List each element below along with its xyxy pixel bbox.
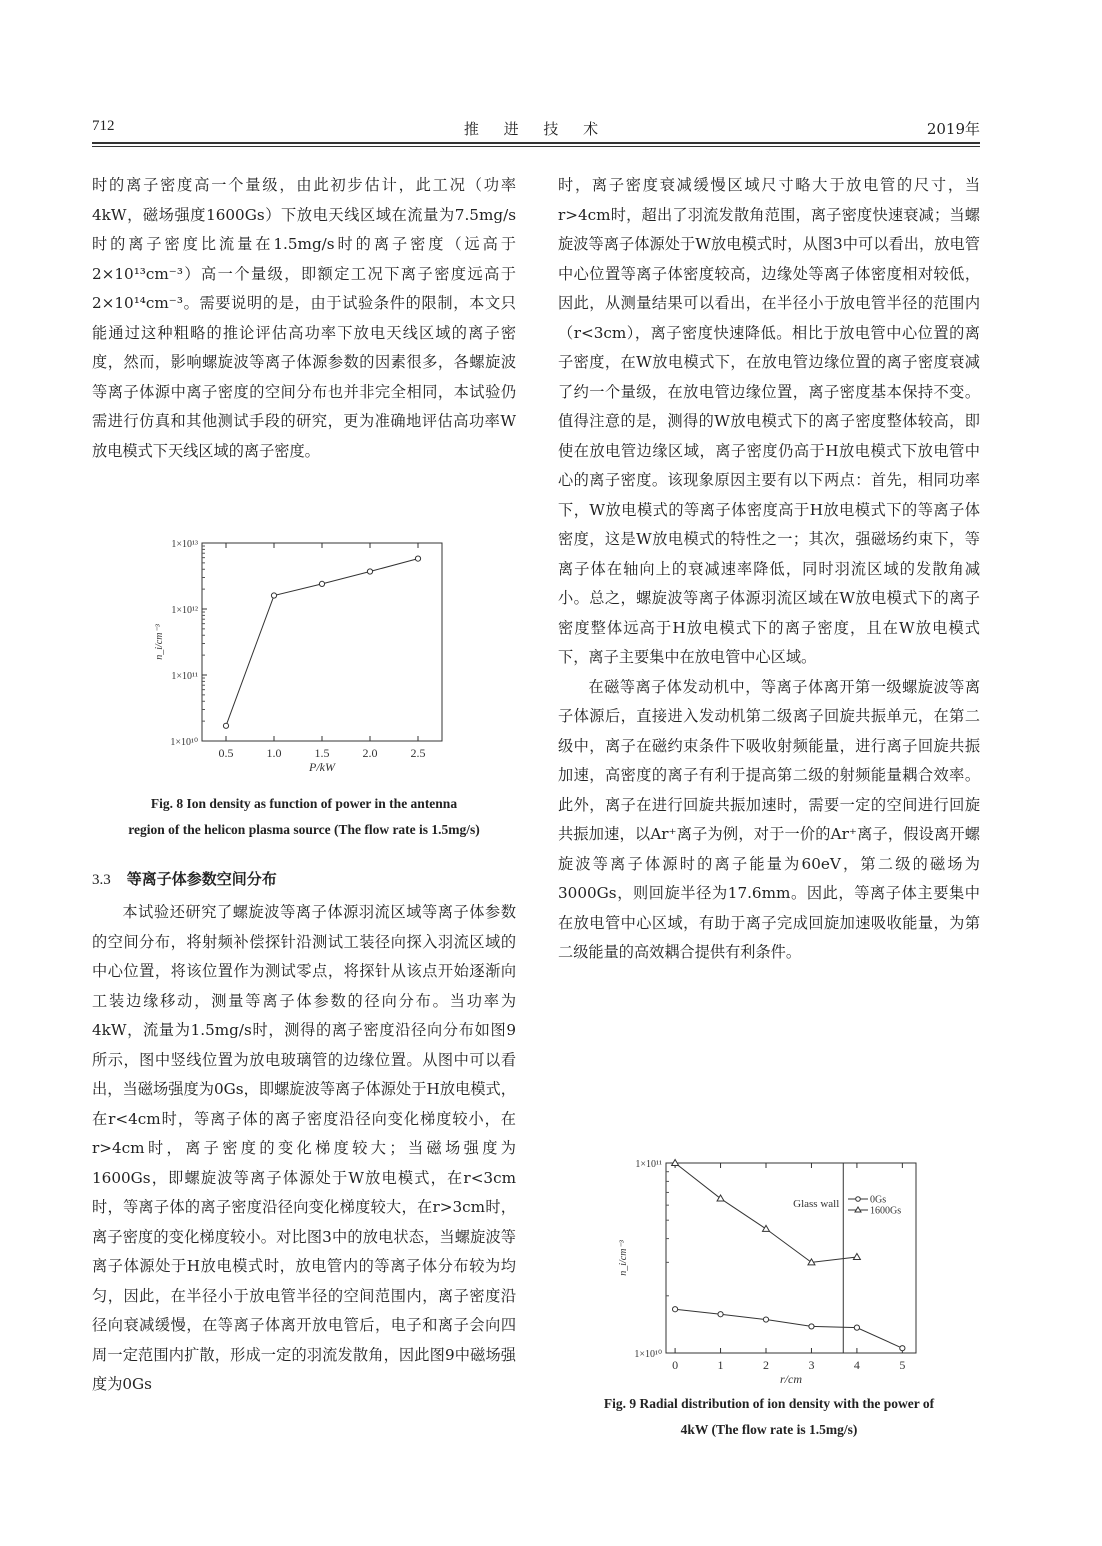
right-column — [558, 171, 980, 968]
page-number: 712 — [92, 118, 115, 134]
fig8-caption — [92, 791, 516, 843]
left-column-bottom — [92, 898, 516, 1400]
x-tick-label: 0 — [672, 1358, 679, 1372]
data-point — [854, 1325, 859, 1330]
fig8-caption-line1: Fig. 8 Ion density as function of power in the antenna — [150, 796, 458, 811]
x-tick-label: 0.5 — [218, 746, 234, 760]
paragraph: 在磁等离子体发动机中，等离子体离开第一级螺旋波等离子体源后，直接进入发动机第二级离子回旋共振单元，在第二级中，离子在磁约束条件下吸收射频能量，进行离子回旋共振加速，高密度的离子有利于提高第二级的射频能量耦合效率。此外，离子在进行回旋共振加速时，需要一定的空间进行回旋共振加速，以Ar⁺离子为例，对于一价的Ar⁺离子，假设离开螺旋波等离子体源时的离子能量为60eV，第二级的磁场为3000Gs，则回旋半径为17.6mm。因此，等离子体主要集中在放电管中心区域，有助于离子完成回旋加速吸收能量，为第二级能量的高效耦合提供有利条件。 — [558, 677, 980, 961]
legend-label: 1600Gs — [870, 1205, 902, 1217]
x-tick-label: 2.5 — [410, 746, 426, 760]
x-tick-label: 1 — [717, 1358, 724, 1372]
x-tick-label: 5 — [899, 1358, 906, 1372]
y-tick-label: 1×10¹² — [171, 605, 198, 616]
y-tick-label: 1×10¹⁰ — [170, 737, 198, 748]
data-point — [271, 593, 276, 598]
section-title: 等离子体参数空间分布 — [126, 870, 277, 888]
x-tick-label: 2 — [763, 1358, 769, 1372]
plot-frame — [666, 1163, 916, 1353]
paragraph: 时的离子密度高一个量级，由此初步估计，此工况（功率4kW，磁场强度1600Gs）下放电天线区域在流量为7.5mg/s时的离子密度比流量在1.5mg/s时的离子密度（远高于2×10¹³cm⁻³）高一个量级，即额定工况下离子密度远高于2×10¹⁴cm⁻³。需要说明的是，由于试验条件的限制，本文只能通过这种粗略的推论评估高功率下放电天线区域的离子密度，然而，影响螺旋波等离子体源参数的因素很多，各螺旋波等离子体源中离子密度的空间分布也并非完全相同，本试验仍需进行仿真和其他测试手段的研究，更为准确地评估高功率W放电模式下天线区域的离子密度。 — [92, 176, 516, 460]
data-point — [763, 1225, 770, 1231]
y-tick-label: 1×10¹¹ — [171, 671, 198, 682]
x-tick-label: 1.5 — [314, 746, 330, 760]
series-line — [675, 1309, 902, 1348]
fig9-caption-line2: 4kW (The flow rate is 1.5mg/s) — [680, 1422, 858, 1437]
data-point — [853, 1254, 860, 1260]
fig9-caption-line1: Fig. 9 Radial distribution of ion density with the power of — [603, 1396, 935, 1411]
x-axis-label: P/kW — [309, 760, 335, 774]
data-point — [223, 723, 228, 728]
paragraph: 时，离子密度衰减缓慢区域尺寸略大于放电管的尺寸，当r>4cm时，超出了羽流发散角范围，离子密度快速衰减；当螺旋波等离子体源处于W放电模式时，从图3中可以看出，放电管中心位置等离子体密度较高，边缘处等离子体密度相对较低，因此，从测量结果可以看出，在半径小于放电管半径的范围内（r<3cm），离子密度快速降低。相比于放电管中心位置的离子密度，在W放电模式下，在放电管边缘位置的离子密度衰减了约一个量级，在放电管边缘位置，离子密度基本保持不变。值得注意的是，测得的W放电模式下的离子密度整体较高，即使在放电管边缘区域，离子密度仍高于H放电模式下放电管中心的离子密度。该现象原因主要有以下两点：首先，相同功率下，W放电模式的等离子体密度高于H放电模式下的等离子体密度，这是W放电模式的特性之一；其次，强磁场约束下，等离子体在轴向上的衰减速率降低，同时羽流区域的发散角减小。总之，螺旋波等离子体源羽流区域在W放电模式下的离子密度整体远高于H放电模式下的离子密度，且在W放电模式下，离子主要集中在放电管中心区域。 — [558, 176, 980, 666]
publication-year: 2019年 — [926, 120, 980, 138]
left-column-top — [92, 171, 516, 466]
data-point — [672, 1307, 677, 1312]
x-tick-label: 3 — [808, 1358, 815, 1372]
glass-wall-label: Glass wall — [793, 1198, 840, 1210]
y-axis-label: n_i/cm⁻³ — [154, 624, 165, 660]
data-point — [717, 1195, 724, 1201]
journal-name: 推 进 技 术 — [463, 120, 609, 138]
x-tick-label: 4 — [853, 1358, 860, 1372]
section-number: 3.3 — [92, 872, 111, 888]
x-axis-label: r/cm — [780, 1372, 802, 1386]
series-line — [675, 1163, 857, 1262]
section-heading — [92, 868, 277, 889]
data-point — [900, 1346, 905, 1351]
data-point — [763, 1317, 768, 1322]
legend-marker — [856, 1197, 861, 1202]
data-point — [809, 1324, 814, 1329]
page-header — [92, 118, 980, 142]
fig8-caption-line2: region of the helicon plasma source (The flow rate is 1.5mg/s) — [128, 822, 480, 837]
header-rule — [92, 142, 980, 144]
y-axis-label: n_i/cm⁻³ — [618, 1240, 629, 1276]
data-point — [718, 1312, 723, 1317]
y-tick-label: 1×10¹³ — [171, 539, 198, 550]
header-rule-thin — [92, 146, 980, 147]
paragraph: 本试验还研究了螺旋波等离子体源羽流区域等离子体参数的空间分布，将射频补偿探针沿测试工装径向探入羽流区域的中心位置，将该位置作为测试零点，将探针从该点开始逐渐向工装边缘移动，测量等离子体参数的径向分布。当功率为4kW，流量为1.5mg/s时，测得的离子密度沿径向分布如图9所示，图中竖线位置为放电玻璃管的边缘位置。从图中可以看出，当磁场强度为0Gs，即螺旋波等离子体源处于H放电模式，在r<4cm时，等离子体的离子密度沿径向变化梯度较小，在r>4cm时，离子密度的变化梯度较大；当磁场强度为1600Gs，即螺旋波等离子体源处于W放电模式，在r<3cm时，等离子体的离子密度沿径向变化梯度较大，在r>3cm时，离子密度的变化梯度较小。对比图3中的放电状态，当螺旋波等离子体源处于H放电模式时，放电管内的等离子体分布较为均匀，因此，在半径小于放电管半径的空间范围内，离子密度沿径向衰减缓慢，在等离子体离开放电管后，电子和离子会向四周一定范围内扩散，形成一定的羽流发散角，因此图9中磁场强度为0Gs — [92, 903, 516, 1393]
data-point — [319, 581, 324, 586]
fig8-chart — [130, 535, 470, 785]
y-tick-label: 1×10¹⁰ — [634, 1349, 662, 1360]
data-point — [415, 556, 420, 561]
y-tick-label: 1×10¹¹ — [635, 1159, 662, 1170]
fig9-caption — [558, 1391, 980, 1443]
fig9-chart — [590, 1155, 950, 1390]
x-tick-label: 1.0 — [266, 746, 282, 760]
x-tick-label: 2.0 — [362, 746, 378, 760]
data-point — [367, 569, 372, 574]
legend-label: 0Gs — [870, 1194, 887, 1206]
plot-frame — [202, 543, 442, 741]
